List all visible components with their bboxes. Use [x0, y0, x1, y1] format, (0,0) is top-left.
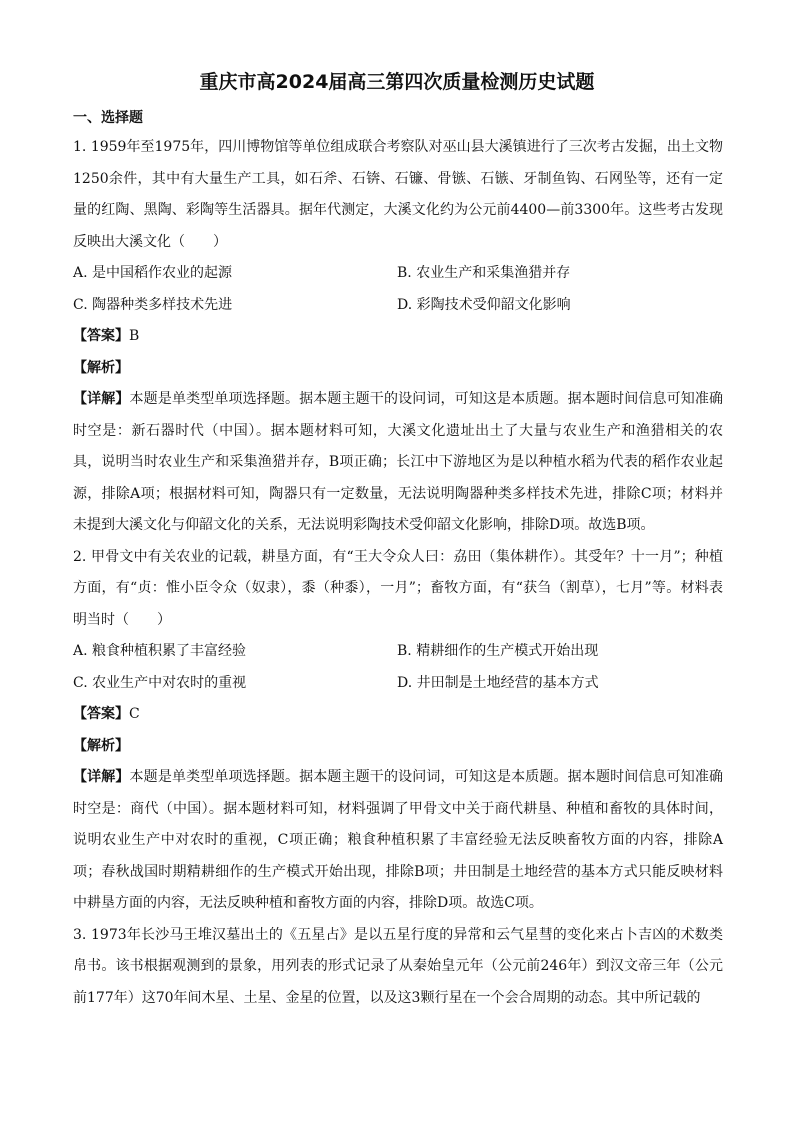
question-1-option-b: B. 农业生产和采集渔猎并存 — [397, 265, 571, 281]
answer-value: B — [129, 328, 140, 344]
question-2-option-c: C. 农业生产中对农时的重视 — [73, 674, 247, 691]
question-2 — [73, 542, 723, 920]
analysis-tag: 【解析】 — [73, 737, 129, 754]
question-2-option-a: A. 粮食种植积累了丰富经验 — [73, 643, 247, 659]
question-1-stem: 1. 1959年至1975年，四川博物馆等单位组成联合考察队对巫山县大溪镇进行了三次考古发掘，出土文物1250余件，其中有大量生产工具，如石斧、石锛、石镰、骨镞、石镞、牙制鱼钩、石网坠等，还有一定量的红陶、黑陶、彩陶等生活器具。据年代测定，大溪文化约为公元前4400—前3300年。这些考古发现反映出大溪文化（ ） — [73, 139, 723, 250]
detail-tag: 【详解】 — [73, 769, 130, 785]
question-3 — [73, 920, 723, 1015]
question-2-option-d: D. 井田制是土地经营的基本方式 — [397, 674, 599, 691]
detail-text: 本题是单类型单项选择题。据本题主题干的设问词，可知这是本质题。据本题时间信息可知准确时空是：新石器时代（中国）。据本题材料可知，大溪文化遗址出土了大量与农业生产和渔猎相关的农具，说明当时农业生产和采集渔猎并存，B项正确；长江中下游地区为是以种植水稻为代表的稻作农业起源，排除A项；根据材料可知，陶器只有一定数量，无法说明陶器种类多样技术先进，排除C项；材料并未提到大溪文化与仰韶文化的关系，无法说明彩陶技术受仰韶文化影响，排除D项。故选B项。 — [73, 391, 724, 533]
analysis-tag: 【解析】 — [73, 359, 129, 376]
question-1 — [73, 132, 723, 542]
question-1-analysis — [73, 353, 723, 385]
question-1-detail — [73, 384, 723, 542]
page-content — [73, 104, 723, 1014]
section-heading: 一、选择题 — [73, 110, 143, 126]
question-2-options — [73, 636, 723, 699]
question-1-answer — [73, 321, 723, 353]
detail-text: 本题是单类型单项选择题。据本题主题干的设问词，可知这是本质题。据本题时间信息可知准确时空是：商代（中国）。据本题材料可知，材料强调了甲骨文中关于商代耕垦、种植和畜牧的具体时间，说明农业生产中对农时的重视，C项正确；粮食种植积累了丰富经验无法反映畜牧方面的内容，排除A项；春秋战国时期精耕细作的生产模式开始出现，排除B项；井田制是土地经营的基本方式只能反映材料中耕垦方面的内容，无法反映种植和畜牧方面的内容，排除D项。故选C项。 — [73, 769, 724, 911]
question-2-analysis — [73, 731, 723, 763]
detail-tag: 【详解】 — [73, 391, 130, 407]
question-2-option-b: B. 精耕细作的生产模式开始出现 — [397, 643, 599, 659]
answer-value: C — [129, 706, 140, 722]
question-1-option-d: D. 彩陶技术受仰韶文化影响 — [397, 296, 571, 313]
answer-tag: 【答案】 — [73, 328, 129, 344]
question-1-option-a: A. 是中国稻作农业的起源 — [73, 265, 233, 281]
question-2-stem: 2. 甲骨文中有关农业的记载，耕垦方面，有“王大令众人曰：劦田（集体耕作）。其受年？十一月”；种植方面，有“贞：惟小臣令众（奴隶），黍（种黍），一月”；畜牧方面，有“获刍（割草），七月”等。材料表明当时（ ） — [73, 548, 723, 628]
question-2-detail — [73, 762, 723, 920]
question-1-options — [73, 258, 723, 321]
question-2-answer — [73, 699, 723, 731]
question-1-option-c: C. 陶器种类多样技术先进 — [73, 296, 233, 313]
question-3-stem: 3. 1973年长沙马王堆汉墓出土的《五星占》是以五星行度的异常和云气星彗的变化来占卜吉凶的术数类帛书。该书根据观测到的景象，用列表的形式记录了从秦始皇元年（公元前246年）到汉文帝三年（公元前177年）这70年间木星、土星、金星的位置，以及这3颗行星在一个会合周期的动态。其中所记载的 — [73, 926, 723, 1006]
page-title: 重庆市高2024届高三第四次质量检测历史试题 — [199, 71, 595, 93]
answer-tag: 【答案】 — [73, 706, 129, 722]
